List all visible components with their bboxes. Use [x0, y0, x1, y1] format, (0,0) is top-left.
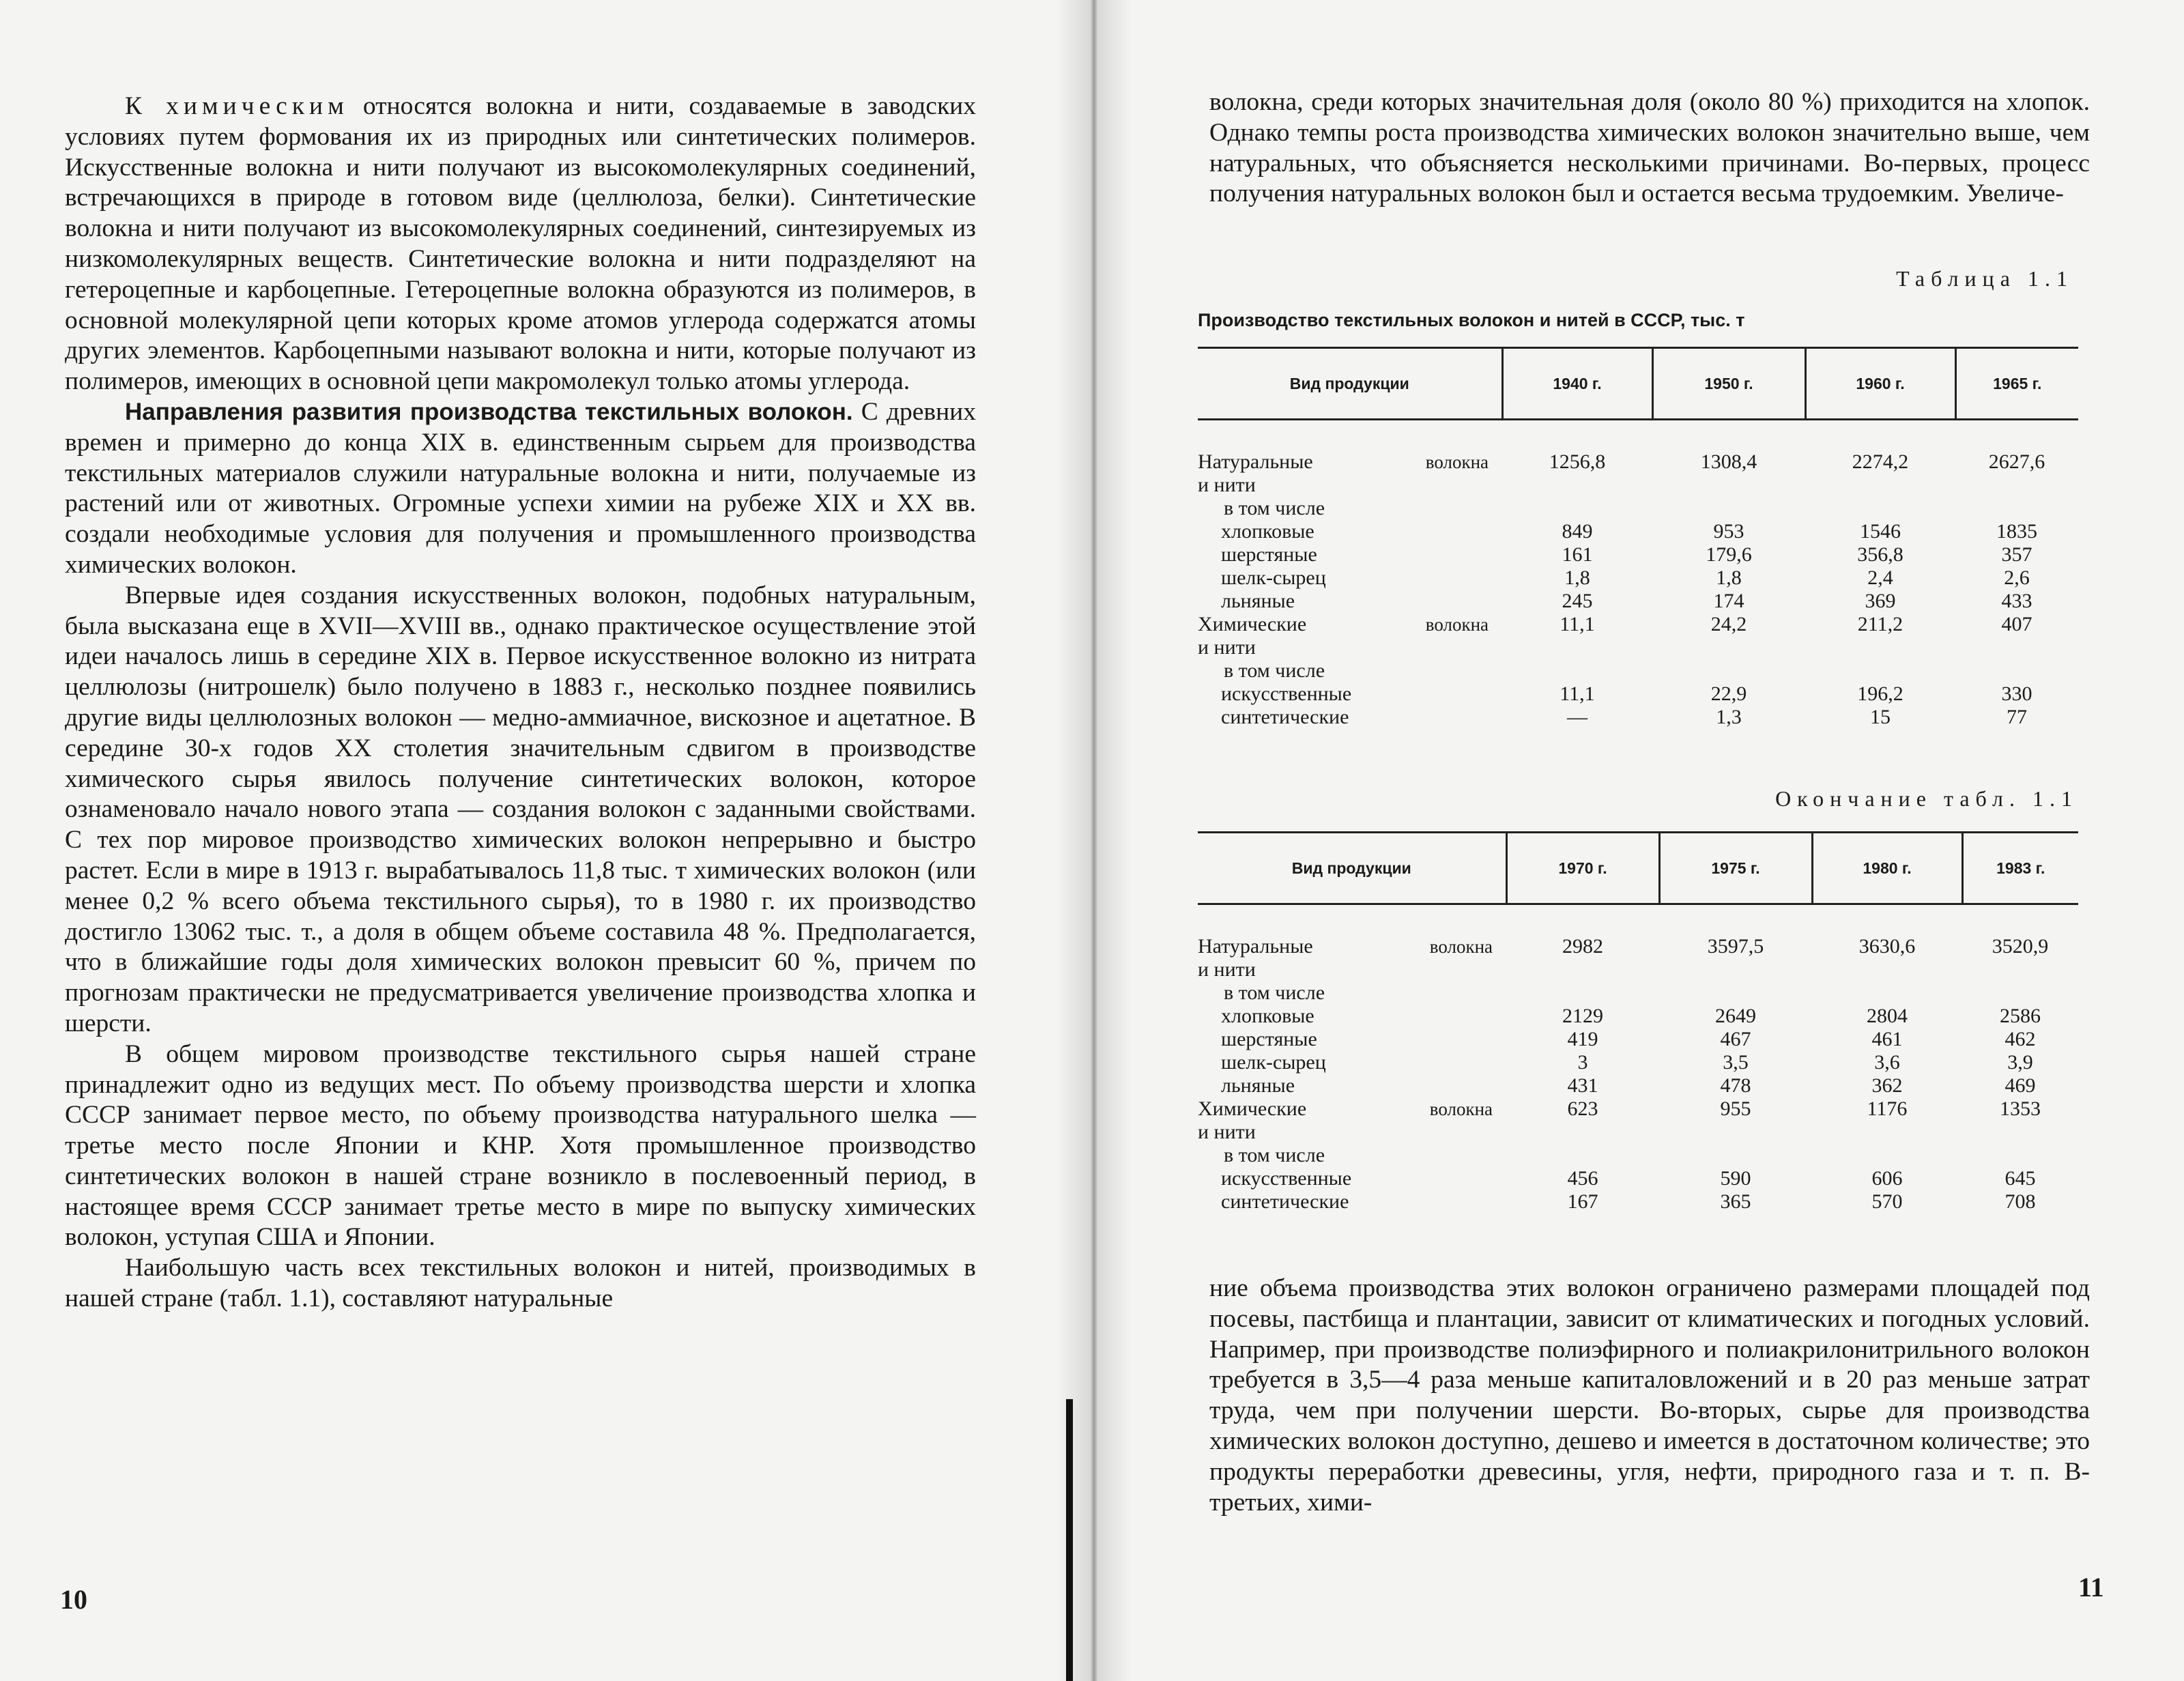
intro-body: относятся волокна и нити, создаваемые в заводских условиях путем формования их из природных или синтетических полимеров. Искусственные волокна и нити получают из высокомолекулярных соединений, встречающихся в природе в готовом виде (целлюлоза, белки). Синтетические волокна и нити получают из высокомолекулярных соединений, синтезируемых из низкомолекулярных веществ. Синтетические волокна и нити подразделяют на гетероцепные и карбоцепные. Гетероцепные волокна образуются из полимеров, в основной молекулярной цепи которых кроме атомов углерода содержатся атомы других элементов. Карбоцепными называют волокна и нити, которые получают из полимеров, имеющих в основной цепи макромолекул только атомы углерода. [65, 92, 976, 396]
row-label-text: и нити [1198, 958, 1256, 981]
row-label [1198, 636, 1502, 659]
row-label-text: хлопковые [1221, 520, 1314, 543]
row-label [1198, 706, 1502, 729]
col-header-year: 1983 г. [1962, 833, 2078, 904]
table-cell: 2,4 [1867, 566, 1893, 589]
table-row [1198, 958, 2078, 981]
table-cell: 461 [1871, 1028, 1903, 1050]
col-header-year: 1970 г. [1506, 833, 1659, 904]
col-header-product: Вид продукции [1198, 833, 1506, 904]
row-label [1198, 1190, 1506, 1213]
row-label-suffix: волокна [1425, 452, 1489, 472]
table-cell: 11,1 [1560, 683, 1595, 705]
row-label-text: льняные [1221, 590, 1295, 612]
table-cell: 708 [2005, 1190, 2036, 1213]
table-row [1198, 474, 2078, 497]
paragraph-history: Впервые идея создания искусственных волокон, подобных натуральным, была высказана еще в XVII—XVIII вв., однако практическое осуществление этой идеи началось лишь в середине XIX в. Первое искусственное волокно из нитрата целлюлозы (нитрошелк) было получено в 1883 г., несколько позднее появились другие виды целлюлозных волокон — медно-аммиачное, вискозное и ацетатное. В середине 30-х годов XX столетия значительным сдвигом в производстве химического сырья явилось получение синтетических волокон, которое ознаменовало начало нового этапа — создания волокон с заданными свойствами. С тех пор мировое производство химических волокон непрерывно и быстро растет. Если в мире в 1913 г. вырабатывалось 11,8 тыс. т химических волокон (или менее 0,2 % всего объема текстильного сырья), то в 1980 г. их производство достигло 13062 тыс. т., а доля в общем объеме составила 48 %. Предполагается, что в ближайшие годы доля химических волокон превысит 60 %, причем по прогнозам практически не предусматривается увеличение производства хлопка и шерсти. [65, 581, 976, 1037]
table-cell: 3 [1577, 1051, 1588, 1074]
left-page [0, 0, 1058, 1681]
table-cell: 77 [2007, 706, 2027, 728]
table-cell [1506, 1144, 1659, 1167]
table-row [1198, 497, 2078, 520]
table-cell: 849 [1562, 520, 1593, 543]
row-label [1198, 1121, 1506, 1144]
table-cell: 3,6 [1874, 1051, 1900, 1074]
table-cell [1812, 958, 1962, 981]
table-row [1198, 683, 2078, 706]
row-label [1198, 981, 1506, 1005]
table-row [1198, 520, 2078, 543]
table-cell: 433 [2001, 590, 2032, 612]
table-row [1198, 1144, 2078, 1167]
row-label [1198, 1051, 1506, 1074]
table-cell: 1,8 [1716, 566, 1742, 589]
table-cell: 196,2 [1857, 683, 1903, 705]
table-cell [1955, 474, 2078, 497]
table-cell: 953 [1713, 520, 1744, 543]
table-cell: 24,2 [1710, 613, 1747, 635]
table-cell [1652, 659, 1805, 683]
table-cell: 179,6 [1706, 543, 1752, 566]
table-cell: 362 [1871, 1074, 1903, 1097]
col-header-year: 1950 г. [1652, 348, 1805, 420]
table-cell: 3630,6 [1858, 935, 1916, 958]
row-label-text: искусственные [1221, 1167, 1352, 1190]
table-row [1198, 706, 2078, 729]
row-label-suffix: волокна [1429, 936, 1493, 957]
row-label [1198, 613, 1502, 636]
table-cell: 330 [2001, 683, 2032, 705]
paragraph-ussr: В общем мировом производстве текстильного сырья нашей стране принадлежит одно из ведущих мест. По объему производства шерсти и хлопка СССР занимает первое место, по объему производства натурального шелка — третье место после Японии и КНР. Хотя промышленное производство синтетических волокон в нашей стране возникло в послевоенный период, в настоящее время СССР занимает третье место в мире по выпуску химических волокон, уступая США и Японии. [65, 1039, 976, 1252]
production-table-1970-1983 [1198, 831, 2078, 1213]
row-label-text: в том числе [1224, 659, 1325, 682]
table-cell [1659, 981, 1812, 1005]
row-label-text: шелк-сырец [1221, 1051, 1326, 1074]
row-label [1198, 1167, 1506, 1190]
row-label-text: синтетические [1221, 1190, 1349, 1213]
production-table-1940-1965 [1198, 347, 2078, 729]
row-label [1198, 904, 1506, 959]
row-label [1198, 566, 1502, 590]
table-cell: 3,5 [1723, 1051, 1749, 1074]
right-page [1126, 0, 2184, 1681]
left-page-text [65, 91, 976, 1314]
table-row [1198, 1005, 2078, 1028]
table-row [1198, 1190, 2078, 1213]
table-cell: 2627,6 [1988, 450, 2045, 473]
paragraph-natural-share: Наибольшую часть всех текстильных волокон и нитей, производимых в нашей стране (табл. 1.1), составляют натуральные [65, 1254, 976, 1313]
row-label-main: Химические [1198, 613, 1307, 635]
table-row [1198, 590, 2078, 613]
row-label-main: Натуральные [1198, 450, 1313, 473]
intro-lead: К химическим [125, 92, 349, 120]
col-header-product: Вид продукции [1198, 348, 1502, 420]
row-label-text: и нити [1198, 636, 1256, 659]
row-label-text: шелк-сырец [1221, 566, 1326, 589]
row-label-text: и нити [1198, 1121, 1256, 1143]
row-label-text: в том числе [1224, 981, 1325, 1004]
table-header-row [1198, 833, 2078, 904]
row-label [1198, 420, 1502, 474]
table-row [1198, 1097, 2078, 1121]
table-cell: 2649 [1715, 1005, 1756, 1027]
paragraph-directions [65, 397, 976, 581]
table-cell: 3597,5 [1707, 935, 1764, 958]
table-cell [1502, 636, 1652, 659]
table-cell: 174 [1713, 590, 1744, 612]
row-label [1198, 1097, 1506, 1121]
table-cell: 365 [1720, 1190, 1751, 1213]
table-cell: 623 [1567, 1097, 1598, 1120]
table-cell: 2804 [1867, 1005, 1908, 1027]
table-caption: Производство текстильных волокон и нитей в СССР, тыс. т [1198, 310, 1745, 330]
row-label [1198, 590, 1502, 613]
table-row [1198, 543, 2078, 566]
table-cell: 2982 [1562, 935, 1603, 958]
right-bottom-text [1209, 1274, 2090, 1518]
table-cell: 1835 [1996, 520, 2037, 543]
row-label [1198, 1074, 1506, 1097]
table-row [1198, 904, 2078, 959]
table-cell [1506, 958, 1659, 981]
row-label-text: в том числе [1224, 1144, 1325, 1166]
table-cell: 356,8 [1857, 543, 1903, 566]
table-cell: 2586 [2000, 1005, 2041, 1027]
table-cell [1659, 1144, 1812, 1167]
table-row [1198, 420, 2078, 474]
row-label [1198, 683, 1502, 706]
table-cell [1659, 1121, 1812, 1144]
table-cell [1812, 1121, 1962, 1144]
table-cell: 606 [1871, 1167, 1903, 1190]
table-cell: 11,1 [1560, 613, 1595, 635]
table-header-row [1198, 348, 2078, 420]
table-cell [1652, 497, 1805, 520]
table-cell: 1176 [1867, 1097, 1908, 1120]
row-label [1198, 1005, 1506, 1028]
table-cell [1506, 981, 1659, 1005]
paragraph-reasons: ние объема производства этих волокон ограничено размерами площадей под посевы, пастбища и плантации, зависит от климатических и погодных условий. Например, при производстве полиэфирного и полиакрилонитрильного волокон требуется в 3,5—4 раза меньше капиталовложений и в 20 раз меньше затрат труда, чем при получении шерсти. Во-вторых, сырье для производства химических волокон доступно, дешево и имеется в достаточном количестве; это продукты переработки древесины, угля, нефти, природного газа и т. п. В-третьих, хими- [1209, 1274, 2090, 1517]
row-label-text: синтетические [1221, 706, 1349, 728]
row-label-main: Химические [1198, 1097, 1307, 1120]
table-cell: 15 [1870, 706, 1891, 728]
col-header-year: 1975 г. [1659, 833, 1812, 904]
table-cell [1805, 659, 1955, 683]
paragraph-intro [65, 91, 976, 397]
table-cell: 2274,2 [1852, 450, 1909, 473]
table-cell: 431 [1567, 1074, 1598, 1097]
row-label-suffix: волокна [1429, 1099, 1493, 1119]
table-cell [1962, 1144, 2078, 1167]
row-label [1198, 543, 1502, 566]
table-cell [1805, 474, 1955, 497]
table-cell: 167 [1567, 1190, 1598, 1213]
table-continuation-label: Окончание табл. 1.1 [1775, 786, 2078, 811]
table-cell: 161 [1562, 543, 1593, 566]
table-row [1198, 1074, 2078, 1097]
row-label-text: в том числе [1224, 497, 1325, 519]
col-header-year: 1960 г. [1805, 348, 1955, 420]
row-label [1198, 1028, 1506, 1051]
table-cell [1812, 981, 1962, 1005]
row-label-text: шерстяные [1221, 543, 1317, 566]
table-cell: 1308,4 [1700, 450, 1757, 473]
table-cell [1805, 636, 1955, 659]
page-number-left: 10 [60, 1584, 87, 1615]
row-label [1198, 659, 1502, 683]
table-cell [1955, 636, 2078, 659]
table-cell [1502, 659, 1652, 683]
table-cell [1502, 474, 1652, 497]
table-cell: 357 [2001, 543, 2032, 566]
table-cell: 478 [1720, 1074, 1751, 1097]
table-row [1198, 659, 2078, 683]
table-row [1198, 1051, 2078, 1074]
table-row [1198, 1028, 2078, 1051]
table-cell [1812, 1144, 1962, 1167]
table-cell: 3,9 [2007, 1051, 2033, 1074]
paragraph-continued: волокна, среди которых значительная доля (около 80 %) приходится на хлопок. Однако темпы роста производства химических волокон значительно выше, чем натуральных, что объясняется несколькими причинами. Во-первых, процесс получения натуральных волокон был и остается весьма трудоемким. Увеличе- [1209, 88, 2090, 208]
table-cell: 1256,8 [1549, 450, 1606, 473]
table-cell: 1353 [2000, 1097, 2041, 1120]
table-cell: 456 [1567, 1167, 1598, 1190]
table-row [1198, 1167, 2078, 1190]
row-label-text: искусственные [1221, 683, 1352, 705]
table-cell [1652, 474, 1805, 497]
table-cell: 955 [1720, 1097, 1751, 1120]
table-cell: 419 [1567, 1028, 1598, 1050]
table-cell [1652, 636, 1805, 659]
page-number-right: 11 [2078, 1572, 2104, 1603]
table-cell: 245 [1562, 590, 1593, 612]
table-cell [1659, 958, 1812, 981]
col-header-year: 1980 г. [1812, 833, 1962, 904]
table-cell: 369 [1865, 590, 1896, 612]
table-cell: 1,8 [1564, 566, 1590, 589]
table-cell [1962, 958, 2078, 981]
row-label [1198, 497, 1502, 520]
row-label-text: льняные [1221, 1074, 1295, 1097]
section-heading: Направления развития производства текстильных волокон. [125, 398, 853, 425]
table-row [1198, 636, 2078, 659]
table-cell: 22,9 [1710, 683, 1747, 705]
table-cell: 407 [2001, 613, 2032, 635]
row-label [1198, 1144, 1506, 1167]
table-cell: 1,3 [1716, 706, 1742, 728]
table-cell: 2,6 [2004, 566, 2030, 589]
table-cell: 467 [1720, 1028, 1751, 1050]
table-row [1198, 566, 2078, 590]
table-cell: 2129 [1562, 1005, 1603, 1027]
col-header-year: 1940 г. [1502, 348, 1652, 420]
row-label [1198, 474, 1502, 497]
table-row [1198, 1121, 2078, 1144]
table-cell [1962, 981, 2078, 1005]
table-cell [1962, 1121, 2078, 1144]
directions-body: С древних времен и примерно до конца XIX в. единственным сырьем для производства текстильных материалов служили натуральные волокна и нити, получаемые из растений или от животных. Огромные успехи химии на рубеже XIX и XX вв. создали необходимые условия для получения и промышленного производства химических волокон. [65, 397, 976, 579]
row-label-text: хлопковые [1221, 1005, 1314, 1027]
table-row [1198, 613, 2078, 636]
row-label-text: шерстяные [1221, 1028, 1317, 1050]
table-cell: 570 [1871, 1190, 1903, 1213]
table-cell: — [1567, 706, 1587, 728]
table-cell: 211,2 [1857, 613, 1903, 635]
table-cell: 462 [2005, 1028, 2036, 1050]
row-label-text: и нити [1198, 474, 1256, 496]
table-cell [1506, 1121, 1659, 1144]
table-cell: 469 [2005, 1074, 2036, 1097]
row-label [1198, 958, 1506, 981]
table-row [1198, 981, 2078, 1005]
table-cell: 3520,9 [1992, 935, 2049, 958]
row-label-suffix: волокна [1425, 614, 1489, 635]
table-label: Таблица 1.1 [1896, 266, 2073, 291]
col-header-year: 1965 г. [1955, 348, 2078, 420]
table-cell [1805, 497, 1955, 520]
table-cell [1955, 497, 2078, 520]
binding-shadow [1066, 1399, 1073, 1681]
table-cell: 590 [1720, 1167, 1751, 1190]
row-label-main: Натуральные [1198, 935, 1313, 958]
table-cell [1955, 659, 2078, 683]
table-cell: 1546 [1860, 520, 1901, 543]
right-top-text [1209, 87, 2090, 210]
table-cell [1502, 497, 1652, 520]
table-cell: 645 [2005, 1167, 2036, 1190]
row-label [1198, 520, 1502, 543]
